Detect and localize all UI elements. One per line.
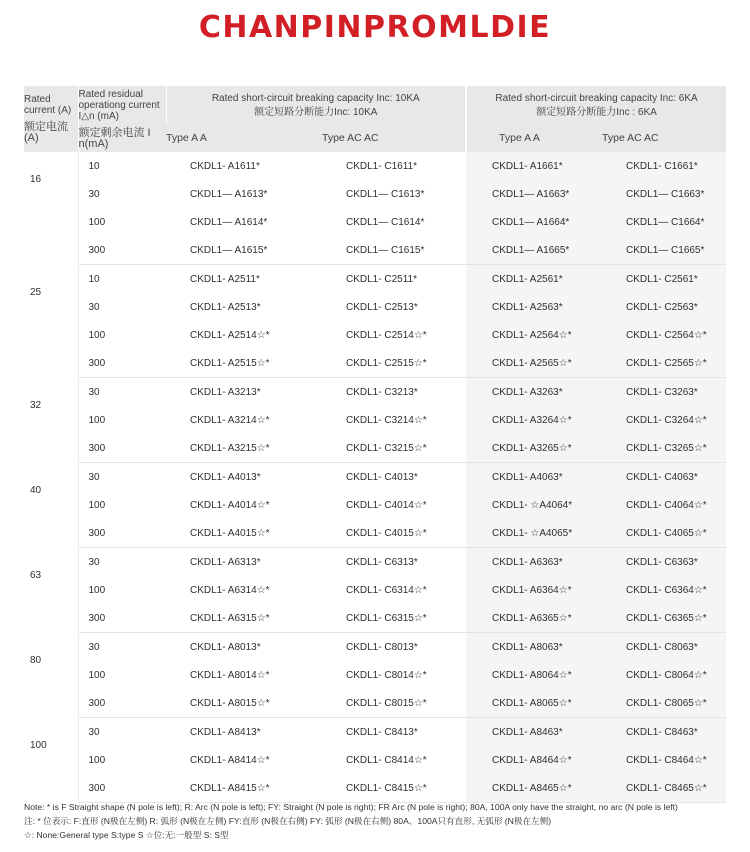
model-10ka-type-ac: CKDL1- C3213* [346, 386, 418, 398]
residual-current-cell: 300 [78, 689, 166, 718]
model-10ka-type-a: CKDL1- A2511* [190, 273, 260, 285]
table-row [24, 746, 726, 774]
model-10ka-type-ac: CKDL1- C2513* [346, 301, 418, 313]
model-6ka-type-ac: CKDL1- C8465☆* [602, 774, 726, 803]
table-row [24, 661, 726, 689]
model-10ka-type-ac: CKDL1- C8013* [346, 641, 418, 653]
model-6ka-type-a: CKDL1- A2561* [466, 265, 602, 294]
type-ac-header-6ka: Type AC AC [602, 124, 726, 152]
model-10ka-type-a: CKDL1— A1614* [190, 216, 268, 228]
rated-current-cell: 80 [24, 633, 78, 718]
rated-current-cell: 32 [24, 378, 78, 463]
model-10ka-type-ac: CKDL1- C1611* [346, 160, 417, 172]
table-row [24, 434, 726, 463]
model-10ka-type-a: CKDL1- A6313* [190, 556, 261, 568]
model-10ka-type-ac: CKDL1- C6315☆* [322, 604, 466, 633]
model-6ka-type-ac: CKDL1- C8464☆* [602, 746, 726, 774]
model-10ka-type-a: CKDL1- A4015☆* [166, 519, 322, 548]
model-10ka-type-ac: CKDL1— C1615* [322, 236, 466, 265]
model-6ka-type-ac: CKDL1- C8065☆* [602, 689, 726, 718]
model-6ka-type-a: CKDL1— A1664* [466, 208, 602, 236]
table-row [24, 265, 726, 294]
model-6ka-type-a: CKDL1- ☆A4064* [466, 491, 602, 519]
rated-current-cell: 100 [24, 718, 78, 803]
model-10ka-type-a: CKDL1- A4014☆* [190, 499, 270, 511]
model-6ka-type-ac: CKDL1— C1664* [602, 208, 726, 236]
model-6ka-type-a: CKDL1- A3265☆* [466, 434, 602, 463]
residual-current-cell: 300 [78, 519, 166, 548]
model-10ka-type-ac: CKDL1— C1613* [346, 188, 425, 200]
model-6ka-type-ac: CKDL1- C8063* [602, 633, 726, 662]
table-row [24, 576, 726, 604]
model-10ka-type-a: CKDL1- A6314☆* [190, 584, 270, 596]
residual-current-cell: 30 [88, 188, 100, 200]
model-6ka-type-ac: CKDL1- C6363* [602, 548, 726, 577]
residual-current-cell: 10 [88, 273, 100, 285]
table-row [24, 491, 726, 519]
model-6ka-type-ac: CKDL1- C3264☆* [602, 406, 726, 434]
model-10ka-type-a: CKDL1- A3214☆* [190, 414, 270, 426]
model-6ka-type-a: CKDL1- A6365☆* [466, 604, 602, 633]
model-10ka-type-ac: CKDL1- C8415☆* [322, 774, 466, 803]
table-row [24, 152, 726, 180]
model-10ka-type-ac: CKDL1- C4014☆* [346, 499, 427, 511]
model-6ka-type-a: CKDL1- A8464☆* [466, 746, 602, 774]
model-6ka-type-a: CKDL1- A4063* [466, 463, 602, 492]
capacity-6ka-cn: 额定短路分断能力Inc : 6KA [536, 106, 657, 118]
residual-current-cell: 100 [88, 329, 106, 341]
table-row [24, 406, 726, 434]
residual-current-cell: 100 [88, 584, 106, 596]
table-row [24, 519, 726, 548]
model-6ka-type-ac: CKDL1- C6365☆* [602, 604, 726, 633]
residual-current-cell: 10 [88, 160, 100, 172]
residual-current-cell: 300 [78, 434, 166, 463]
table-row [24, 633, 726, 662]
table-row [24, 548, 726, 577]
residual-current-cell: 30 [88, 556, 100, 568]
residual-current-cell: 100 [88, 754, 106, 766]
table-body [24, 152, 726, 803]
page-title: CHANPINPROMLDIE [198, 10, 552, 45]
table-row [24, 236, 726, 265]
model-10ka-type-ac: CKDL1- C4015☆* [322, 519, 466, 548]
residual-current-cell: 100 [88, 216, 106, 228]
model-spec-table [24, 86, 726, 803]
model-6ka-type-a: CKDL1- A8465☆* [466, 774, 602, 803]
rated-residual-header-cn: 额定剩余电流 I n(mA) [78, 126, 151, 150]
residual-current-cell: 300 [78, 349, 166, 378]
table-row [24, 378, 726, 407]
model-6ka-type-ac: CKDL1- C8064☆* [602, 661, 726, 689]
rated-current-header-cn: 额定电流(A) [24, 121, 68, 144]
note-english: Note: * is F Straight shape (N pole is left); R: Arc (N pole is left); FY: Straight (N pole is right); FR Arc (N pole is right); 80A, 100A only have the straight, no arc (N pole is left) [24, 802, 678, 812]
capacity-10ka-header [166, 86, 466, 124]
model-6ka-type-ac: CKDL1- C3263* [602, 378, 726, 407]
note-legend: ☆: None:General type S:type S ☆位:无:一般型 S: S型 [24, 830, 229, 840]
residual-current-cell: 300 [78, 604, 166, 633]
model-6ka-type-a: CKDL1- A3263* [466, 378, 602, 407]
model-6ka-type-a: CKDL1- A2563* [466, 293, 602, 321]
capacity-10ka-en: Rated short-circuit breaking capacity Inc: 10KA [211, 92, 420, 104]
model-10ka-type-a: CKDL1- A6315☆* [166, 604, 322, 633]
model-10ka-type-a: CKDL1- A3215☆* [166, 434, 322, 463]
model-10ka-type-ac: CKDL1- C8015☆* [322, 689, 466, 718]
rated-current-cell: 63 [24, 548, 78, 633]
model-10ka-type-a: CKDL1- A3213* [190, 386, 261, 398]
model-10ka-type-ac: CKDL1- C3215☆* [322, 434, 466, 463]
model-6ka-type-ac: CKDL1- C2564☆* [602, 321, 726, 349]
model-10ka-type-a: CKDL1- A8414☆* [190, 754, 270, 766]
model-10ka-type-a: CKDL1- A8013* [190, 641, 261, 653]
table-row [24, 208, 726, 236]
model-6ka-type-ac: CKDL1- C4065☆* [602, 519, 726, 548]
model-6ka-type-a: CKDL1- A8065☆* [466, 689, 602, 718]
model-6ka-type-a: CKDL1— A1665* [466, 236, 602, 265]
capacity-6ka-en: Rated short-circuit breaking capacity Inc: 6KA [495, 92, 698, 104]
model-6ka-type-a: CKDL1- ☆A4065* [466, 519, 602, 548]
model-10ka-type-ac: CKDL1— C1614* [346, 216, 425, 228]
rated-residual-header-en: Rated residual operationg current I△n (mA) [78, 88, 160, 122]
table-row [24, 293, 726, 321]
model-10ka-type-ac: CKDL1- C8413* [346, 726, 418, 738]
residual-current-cell: 30 [88, 471, 100, 483]
rated-current-header [24, 86, 78, 152]
residual-current-cell: 300 [78, 236, 166, 265]
capacity-6ka-header [466, 86, 726, 124]
rated-current-cell: 25 [24, 265, 78, 378]
model-6ka-type-a: CKDL1- A3264☆* [466, 406, 602, 434]
table-row [24, 718, 726, 747]
model-6ka-type-a: CKDL1- A6363* [466, 548, 602, 577]
rated-current-cell: 40 [24, 463, 78, 548]
model-6ka-type-ac: CKDL1- C4064☆* [602, 491, 726, 519]
table-row [24, 604, 726, 633]
model-10ka-type-ac: CKDL1- C8414☆* [346, 754, 427, 766]
residual-current-cell: 30 [88, 641, 100, 653]
type-a-header-6ka: Type A A [466, 124, 602, 152]
model-10ka-type-a: CKDL1— A1613* [190, 188, 268, 200]
table-row [24, 349, 726, 378]
model-10ka-type-a: CKDL1- A8413* [190, 726, 261, 738]
table-row [24, 463, 726, 492]
model-10ka-type-ac: CKDL1- C4013* [346, 471, 418, 483]
model-10ka-type-a: CKDL1— A1615* [166, 236, 322, 265]
model-10ka-type-a: CKDL1- A8014☆* [190, 669, 270, 681]
model-10ka-type-a: CKDL1- A2515☆* [166, 349, 322, 378]
model-6ka-type-ac: CKDL1- C4063* [602, 463, 726, 492]
table-row [24, 774, 726, 803]
capacity-10ka-cn: 额定短路分断能力Inc: 10KA [254, 106, 378, 118]
residual-current-cell: 100 [88, 414, 106, 426]
model-6ka-type-a: CKDL1- A8064☆* [466, 661, 602, 689]
model-10ka-type-ac: CKDL1- C3214☆* [346, 414, 427, 426]
model-6ka-type-a: CKDL1- A6364☆* [466, 576, 602, 604]
model-6ka-type-a: CKDL1- A8463* [466, 718, 602, 747]
type-a-header-10ka: Type A A [166, 124, 322, 152]
model-6ka-type-a: CKDL1— A1663* [466, 180, 602, 208]
table-row [24, 180, 726, 208]
residual-current-cell: 100 [88, 499, 106, 511]
model-6ka-type-ac: CKDL1- C2561* [602, 265, 726, 294]
model-6ka-type-a: CKDL1- A2564☆* [466, 321, 602, 349]
model-10ka-type-a: CKDL1- A8415☆* [166, 774, 322, 803]
footnotes [24, 800, 734, 842]
model-6ka-type-ac: CKDL1- C3265☆* [602, 434, 726, 463]
model-10ka-type-ac: CKDL1- C6313* [346, 556, 418, 568]
model-6ka-type-ac: CKDL1— C1663* [602, 180, 726, 208]
model-10ka-type-a: CKDL1- A8015☆* [166, 689, 322, 718]
model-10ka-type-a: CKDL1- A1611* [190, 160, 260, 172]
model-10ka-type-ac: CKDL1- C2511* [346, 273, 417, 285]
residual-current-cell: 30 [88, 301, 100, 313]
model-10ka-type-a: CKDL1- A2514☆* [190, 329, 270, 341]
type-ac-header-10ka: Type AC AC [322, 124, 466, 152]
residual-current-cell: 30 [88, 726, 100, 738]
model-6ka-type-ac: CKDL1- C8463* [602, 718, 726, 747]
model-10ka-type-a: CKDL1- A2513* [190, 301, 261, 313]
model-6ka-type-ac: CKDL1— C1665* [602, 236, 726, 265]
residual-current-cell: 300 [78, 774, 166, 803]
model-6ka-type-a: CKDL1- A2565☆* [466, 349, 602, 378]
model-10ka-type-ac: CKDL1- C8014☆* [346, 669, 427, 681]
model-6ka-type-ac: CKDL1- C1661* [602, 152, 726, 180]
model-6ka-type-a: CKDL1- A8063* [466, 633, 602, 662]
rated-current-cell: 16 [24, 152, 78, 265]
rated-current-header-en: Rated current (A) [24, 94, 72, 116]
model-6ka-type-ac: CKDL1- C6364☆* [602, 576, 726, 604]
model-6ka-type-ac: CKDL1- C2563* [602, 293, 726, 321]
model-10ka-type-ac: CKDL1- C6314☆* [346, 584, 427, 596]
note-chinese: 注: * 位表示: F:直形 (N极在左侧) R: 弧形 (N极在左侧) FY:直形 (N极在右侧) FY: 弧形 (N极在右侧) 80A、100A只有直形, 无弧形 (N极在左侧) [24, 816, 552, 826]
table-row [24, 321, 726, 349]
residual-current-cell: 30 [88, 386, 100, 398]
table-row [24, 689, 726, 718]
residual-current-cell: 100 [88, 669, 106, 681]
model-10ka-type-ac: CKDL1- C2514☆* [346, 329, 427, 341]
model-10ka-type-ac: CKDL1- C2515☆* [322, 349, 466, 378]
model-6ka-type-ac: CKDL1- C2565☆* [602, 349, 726, 378]
model-6ka-type-a: CKDL1- A1661* [466, 152, 602, 180]
model-10ka-type-a: CKDL1- A4013* [190, 471, 261, 483]
rated-residual-header [78, 86, 166, 152]
